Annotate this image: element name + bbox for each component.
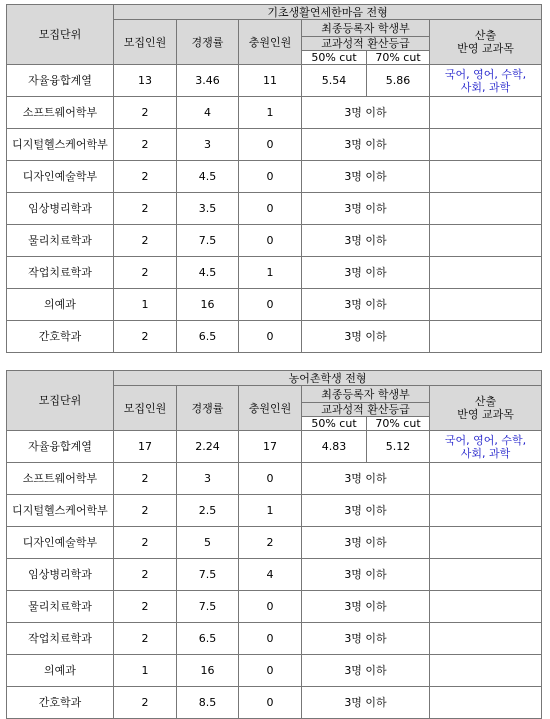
subjects-empty: [430, 97, 542, 129]
quota-value: 2: [114, 129, 177, 161]
dept-name: 작업치료학과: [7, 257, 114, 289]
calc-header: [430, 386, 542, 431]
subjects-empty: [430, 193, 542, 225]
subjects-empty: [430, 495, 542, 527]
grade-note: 3명 이하: [302, 193, 430, 225]
final-grade-header-line1: 최종등록자 학생부: [302, 386, 430, 403]
competition-value: 3.46: [177, 65, 239, 97]
subjects: [430, 65, 542, 97]
additional-value: 1: [239, 257, 302, 289]
competition-value: 6.5: [177, 623, 239, 655]
final-grade-header-line2: 교과성적 환산등급: [302, 37, 430, 51]
admission-table-basic-livelihood: [6, 4, 542, 353]
table-row: [7, 225, 542, 257]
final-grade-header-line1: 최종등록자 학생부: [302, 20, 430, 37]
additional-value: 1: [239, 97, 302, 129]
subjects-line1: 국어, 영어, 수학,: [444, 67, 527, 81]
grade-note: 3명 이하: [302, 225, 430, 257]
competition-value: 16: [177, 289, 239, 321]
grade-note: 3명 이하: [302, 129, 430, 161]
additional-header: 충원인원: [239, 386, 302, 431]
calc-header-line1: 산출: [474, 29, 497, 42]
grade-note: 3명 이하: [302, 257, 430, 289]
additional-value: 0: [239, 591, 302, 623]
table-row: [7, 321, 542, 353]
additional-value: 1: [239, 495, 302, 527]
additional-value: 11: [239, 65, 302, 97]
additional-value: 0: [239, 289, 302, 321]
competition-value: 7.5: [177, 559, 239, 591]
table-row: [7, 527, 542, 559]
subjects-empty: [430, 129, 542, 161]
subjects-empty: [430, 655, 542, 687]
additional-value: 4: [239, 559, 302, 591]
competition-value: 4.5: [177, 161, 239, 193]
table-row: [7, 463, 542, 495]
competition-value: 4: [177, 97, 239, 129]
calc-header-line2: 반영 교과목: [457, 408, 514, 421]
additional-value: 0: [239, 623, 302, 655]
additional-value: 0: [239, 655, 302, 687]
unit-header: 모집단위: [7, 371, 114, 431]
additional-value: 0: [239, 687, 302, 719]
subjects-empty: [430, 289, 542, 321]
subjects-empty: [430, 559, 542, 591]
quota-value: 2: [114, 161, 177, 193]
subjects-empty: [430, 321, 542, 353]
additional-value: 0: [239, 161, 302, 193]
additional-value: 0: [239, 129, 302, 161]
dept-name: 디자인예술학부: [7, 161, 114, 193]
cut70-header: 70% cut: [367, 417, 430, 431]
quota-value: 2: [114, 97, 177, 129]
grade-note: 3명 이하: [302, 97, 430, 129]
dept-name: 자율융합계열: [7, 431, 114, 463]
additional-value: 17: [239, 431, 302, 463]
subjects-empty: [430, 463, 542, 495]
dept-name: 간호학과: [7, 321, 114, 353]
table-row: [7, 129, 542, 161]
competition-value: 8.5: [177, 687, 239, 719]
quota-value: 17: [114, 431, 177, 463]
cut50-value: 5.54: [302, 65, 367, 97]
competition-value: 6.5: [177, 321, 239, 353]
cut50-header: 50% cut: [302, 417, 367, 431]
quota-value: 1: [114, 655, 177, 687]
competition-value: 5: [177, 527, 239, 559]
table-body: [7, 463, 542, 719]
competition-value: 2.5: [177, 495, 239, 527]
subjects-line1: 국어, 영어, 수학,: [444, 433, 527, 447]
quota-value: 2: [114, 463, 177, 495]
dept-name: 소프트웨어학부: [7, 463, 114, 495]
quota-value: 2: [114, 687, 177, 719]
quota-value: 2: [114, 591, 177, 623]
admission-table-rural: [6, 370, 542, 719]
cut50-header: 50% cut: [302, 51, 367, 65]
dept-name: 작업치료학과: [7, 623, 114, 655]
table-row: [7, 591, 542, 623]
quota-value: 2: [114, 527, 177, 559]
table-row: [7, 257, 542, 289]
dept-name: 물리치료학과: [7, 225, 114, 257]
dept-name: 임상병리학과: [7, 193, 114, 225]
additional-value: 0: [239, 225, 302, 257]
competition-value: 7.5: [177, 225, 239, 257]
competition-value: 2.24: [177, 431, 239, 463]
additional-value: 0: [239, 321, 302, 353]
competition-value: 3.5: [177, 193, 239, 225]
table-body: [7, 97, 542, 353]
final-grade-header-line2: 교과성적 환산등급: [302, 403, 430, 417]
subjects-empty: [430, 161, 542, 193]
dept-name: 물리치료학과: [7, 591, 114, 623]
table-row: [7, 65, 542, 97]
dept-name: 디자인예술학부: [7, 527, 114, 559]
subjects-empty: [430, 527, 542, 559]
competition-header: 경쟁률: [177, 386, 239, 431]
additional-value: 0: [239, 193, 302, 225]
cut50-value: 4.83: [302, 431, 367, 463]
cut70-header: 70% cut: [367, 51, 430, 65]
grade-note: 3명 이하: [302, 623, 430, 655]
quota-value: 2: [114, 321, 177, 353]
unit-header: 모집단위: [7, 5, 114, 65]
competition-header: 경쟁률: [177, 20, 239, 65]
competition-value: 4.5: [177, 257, 239, 289]
subjects: [430, 431, 542, 463]
dept-name: 소프트웨어학부: [7, 97, 114, 129]
competition-value: 3: [177, 129, 239, 161]
competition-value: 7.5: [177, 591, 239, 623]
subjects-empty: [430, 225, 542, 257]
grade-note: 3명 이하: [302, 559, 430, 591]
competition-value: 3: [177, 463, 239, 495]
dept-name: 의예과: [7, 655, 114, 687]
dept-name: 자율융합계열: [7, 65, 114, 97]
competition-value: 16: [177, 655, 239, 687]
additional-value: 0: [239, 463, 302, 495]
grade-note: 3명 이하: [302, 527, 430, 559]
quota-value: 2: [114, 193, 177, 225]
quota-value: 2: [114, 257, 177, 289]
quota-value: 1: [114, 289, 177, 321]
table-row: [7, 495, 542, 527]
dept-name: 디지털헬스케어학부: [7, 129, 114, 161]
table-title: 기초생활연세한마음 전형: [114, 5, 542, 20]
table-row: [7, 431, 542, 463]
grade-note: 3명 이하: [302, 687, 430, 719]
table-row: [7, 161, 542, 193]
dept-name: 임상병리학과: [7, 559, 114, 591]
quota-value: 13: [114, 65, 177, 97]
grade-note: 3명 이하: [302, 591, 430, 623]
additional-value: 2: [239, 527, 302, 559]
table-row: [7, 559, 542, 591]
grade-note: 3명 이하: [302, 161, 430, 193]
grade-note: 3명 이하: [302, 655, 430, 687]
additional-header: 충원인원: [239, 20, 302, 65]
table-row: [7, 97, 542, 129]
quota-value: 2: [114, 559, 177, 591]
subjects-empty: [430, 623, 542, 655]
subjects-empty: [430, 257, 542, 289]
subjects-empty: [430, 687, 542, 719]
table-row: [7, 289, 542, 321]
subjects-empty: [430, 591, 542, 623]
calc-header: [430, 20, 542, 65]
table-row: [7, 655, 542, 687]
quota-value: 2: [114, 225, 177, 257]
calc-header-line1: 산출: [474, 395, 497, 408]
quota-header: 모집인원: [114, 20, 177, 65]
grade-note: 3명 이하: [302, 321, 430, 353]
table-row: [7, 623, 542, 655]
subjects-line2: 사회, 과학: [460, 80, 511, 94]
calc-header-line2: 반영 교과목: [457, 42, 514, 55]
dept-name: 간호학과: [7, 687, 114, 719]
quota-header: 모집인원: [114, 386, 177, 431]
grade-note: 3명 이하: [302, 495, 430, 527]
quota-value: 2: [114, 495, 177, 527]
cut70-value: 5.86: [367, 65, 430, 97]
table-title: 농어촌학생 전형: [114, 371, 542, 386]
quota-value: 2: [114, 623, 177, 655]
grade-note: 3명 이하: [302, 289, 430, 321]
dept-name: 의예과: [7, 289, 114, 321]
dept-name: 디지털헬스케어학부: [7, 495, 114, 527]
table-row: [7, 687, 542, 719]
cut70-value: 5.12: [367, 431, 430, 463]
table-row: [7, 193, 542, 225]
grade-note: 3명 이하: [302, 463, 430, 495]
subjects-line2: 사회, 과학: [460, 446, 511, 460]
